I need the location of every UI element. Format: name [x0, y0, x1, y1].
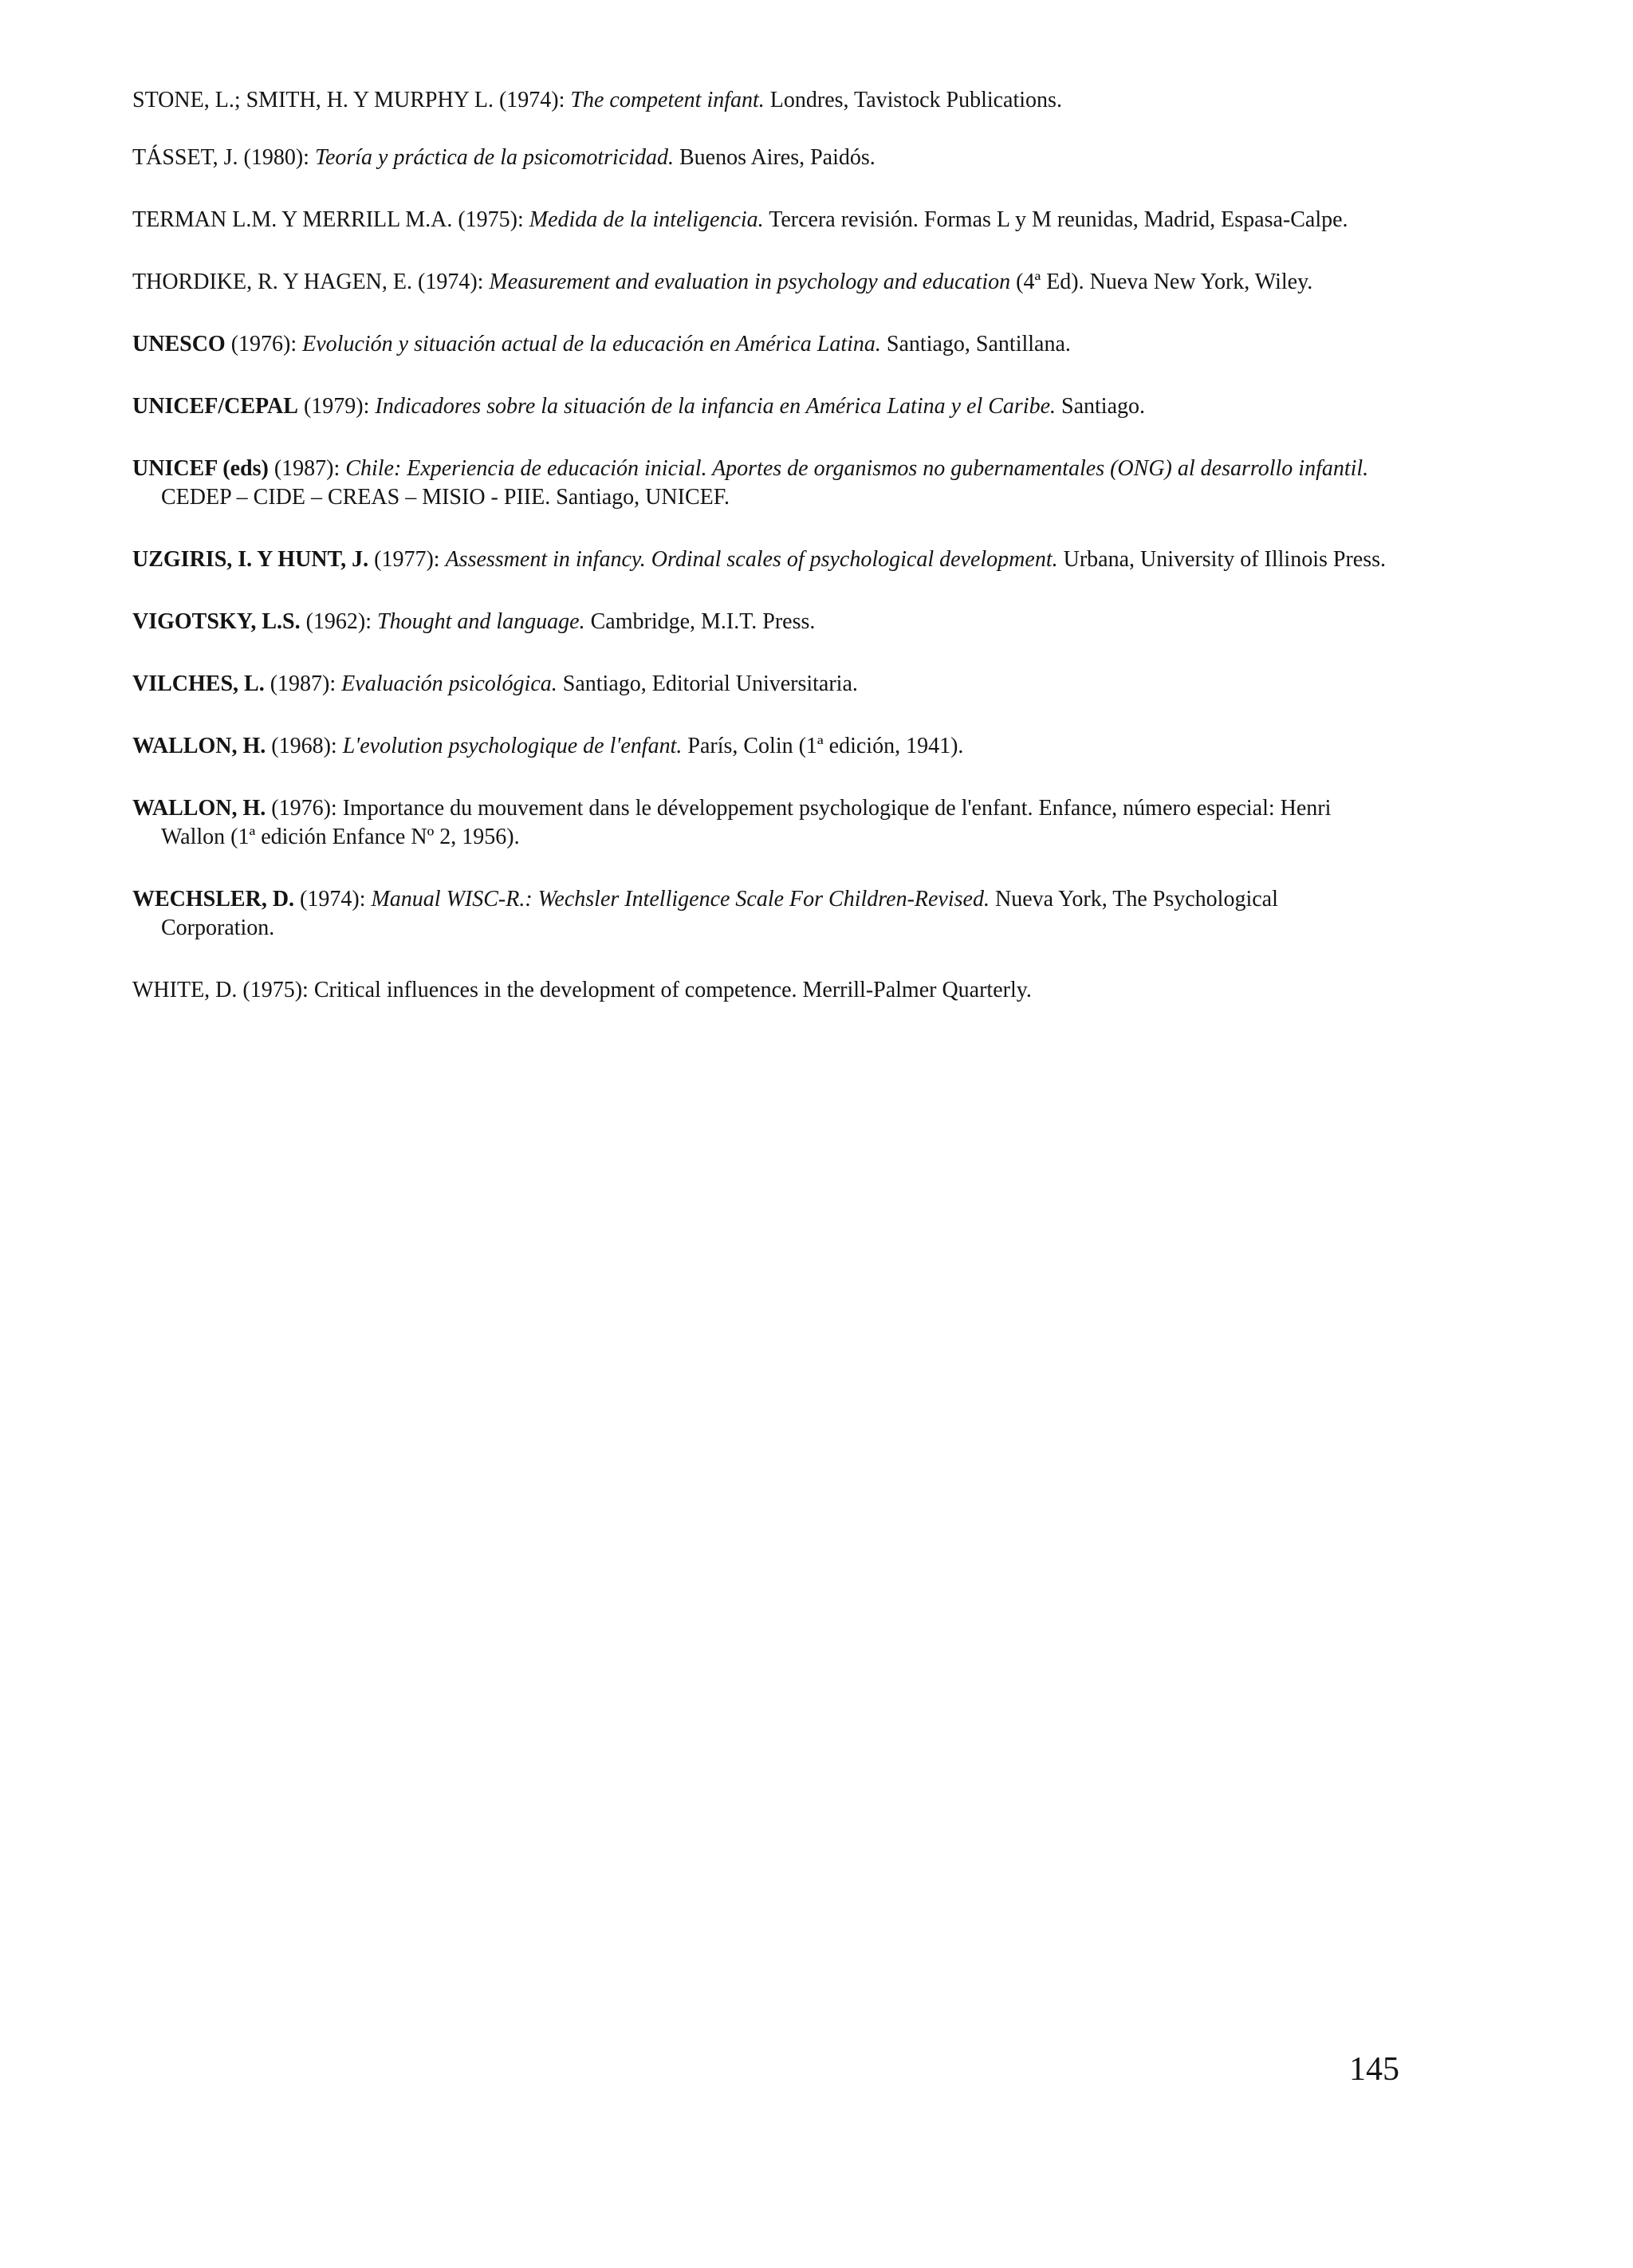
reference-year: (1974):: [498, 88, 565, 112]
reference-title: Assessment in infancy. Ordinal scales of psychological development.: [445, 547, 1058, 572]
reference-author: TÁSSET, J.: [132, 145, 238, 170]
reference-author: UZGIRIS, I. Y HUNT, J.: [132, 547, 369, 572]
reference-publication: Santiago, Santillana.: [886, 332, 1071, 356]
reference-year: (1968):: [271, 734, 337, 758]
reference-entry: [132, 455, 1392, 512]
reference-title: L'evolution psychologique de l'enfant.: [342, 734, 683, 758]
reference-entry: [132, 885, 1392, 943]
reference-publication: Tercera revisión. Formas L y M reunidas, Madrid, Espasa-Calpe.: [769, 207, 1348, 232]
reference-year: (1979):: [303, 394, 370, 419]
reference-author: WHITE, D.: [132, 978, 238, 1002]
reference-title: Evolución y situación actual de la educación en América Latina.: [302, 332, 881, 356]
reference-author: VILCHES, L.: [132, 671, 265, 696]
reference-author: UNESCO: [132, 332, 226, 356]
reference-entry: [132, 86, 1392, 115]
reference-publication: Nueva York, The Psychological Corporation.: [161, 887, 1278, 940]
reference-publication: Cambridge, M.I.T. Press.: [590, 609, 816, 634]
reference-year: (1975):: [242, 978, 309, 1002]
reference-title: Teoría y práctica de la psicomotricidad.: [314, 145, 674, 170]
reference-author: UNICEF/CEPAL: [132, 394, 298, 419]
reference-title: Evaluación psicológica.: [341, 671, 557, 696]
reference-entry: [132, 608, 1392, 636]
reference-author: VIGOTSKY, L.S.: [132, 609, 301, 634]
reference-year: (1987):: [273, 456, 340, 481]
reference-publication: Buenos Aires, Paidós.: [679, 145, 876, 170]
reference-title: Chile: Experiencia de educación inicial. Aportes de organismos no gubernamentales (ONG) al desarrollo infantil.: [345, 456, 1369, 481]
reference-author: WALLON, H.: [132, 734, 266, 758]
reference-author: STONE, L.; SMITH, H. Y MURPHY L.: [132, 88, 494, 112]
reference-entry: [132, 330, 1392, 359]
reference-entry: [132, 206, 1392, 234]
reference-year: (1977):: [374, 547, 440, 572]
reference-title: Measurement and evaluation in psychology and education: [489, 270, 1011, 294]
reference-entry: [132, 670, 1392, 699]
reference-year: (1974):: [300, 887, 366, 912]
reference-title: Manual WISC-R.: Wechsler Intelligence Scale For Children-Revised.: [371, 887, 990, 912]
reference-year: (1962):: [305, 609, 372, 634]
reference-year: (1976):: [271, 796, 337, 821]
page-number: 145: [1349, 2051, 1399, 2088]
reference-publication: París, Colin (1ª edición, 1941).: [687, 734, 964, 758]
reference-author: THORDIKE, R. Y HAGEN, E.: [132, 270, 412, 294]
reference-publication: Santiago.: [1061, 394, 1146, 419]
reference-entry: [132, 392, 1392, 421]
reference-year: (1976):: [230, 332, 297, 356]
reference-author: UNICEF (eds): [132, 456, 269, 481]
reference-author: TERMAN L.M. Y MERRILL M.A.: [132, 207, 453, 232]
reference-title: The competent infant.: [570, 88, 765, 112]
reference-title: Medida de la inteligencia.: [529, 207, 764, 232]
reference-publication: CEDEP – CIDE – CREAS – MISIO - PIIE. Santiago, UNICEF.: [161, 485, 730, 510]
reference-title: Indicadores sobre la situación de la infancia en América Latina y el Caribe.: [375, 394, 1057, 419]
reference-year: (1975):: [458, 207, 524, 232]
reference-year: (1974):: [418, 270, 484, 294]
reference-year: (1987):: [270, 671, 336, 696]
reference-entry: [132, 144, 1392, 172]
reference-list: [132, 86, 1392, 1038]
reference-author: WECHSLER, D.: [132, 887, 295, 912]
reference-year: (1980):: [243, 145, 309, 170]
reference-author: WALLON, H.: [132, 796, 266, 821]
reference-entry: [132, 976, 1392, 1005]
reference-entry: [132, 545, 1392, 574]
reference-entry: [132, 732, 1392, 761]
reference-title: Thought and language.: [377, 609, 585, 634]
reference-publication: Urbana, University of Illinois Press.: [1063, 547, 1386, 572]
reference-entry: [132, 268, 1392, 297]
reference-publication: (4ª Ed). Nueva New York, Wiley.: [1016, 270, 1313, 294]
reference-publication: Londres, Tavistock Publications.: [769, 88, 1062, 112]
reference-publication: Critical influences in the development of competence. Merrill-Palmer Quarterly.: [313, 978, 1032, 1002]
reference-publication: Santiago, Editorial Universitaria.: [562, 671, 858, 696]
reference-publication: Importance du mouvement dans le développement psychologique de l'enfant. Enfance, número especial: Henri Wallon (1ª edición Enfance Nº 2, 1956).: [161, 796, 1332, 849]
reference-entry: [132, 794, 1392, 852]
